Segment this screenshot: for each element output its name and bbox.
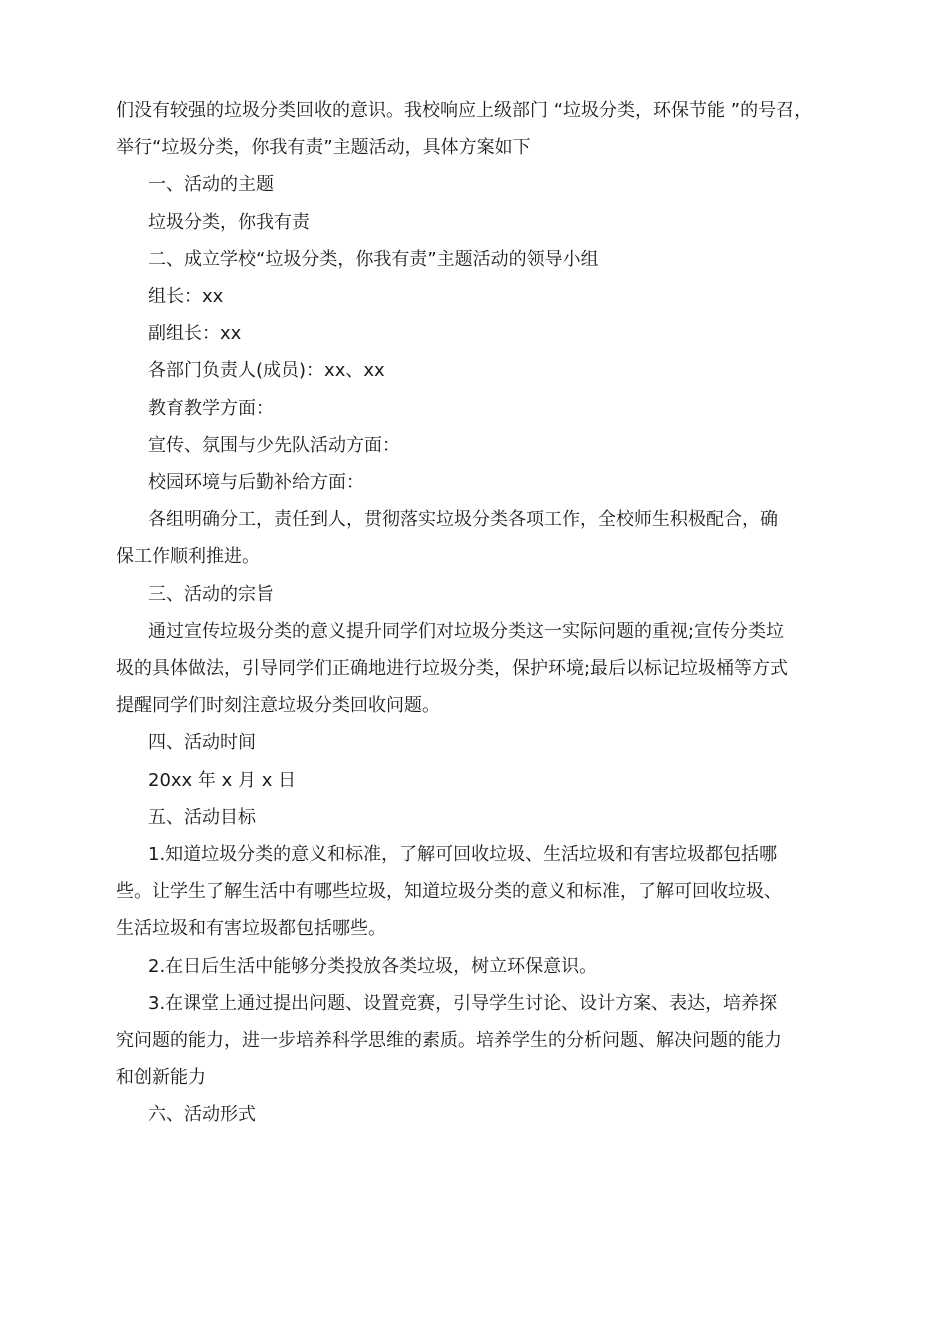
document-body	[116, 92, 856, 1134]
document-line: 四、活动时间	[148, 732, 256, 754]
document-line: 1.知道垃圾分类的意义和标准，了解可回收垃圾、生活垃圾和有害垃圾都包括哪	[148, 844, 778, 866]
document-line: 一、活动的主题	[148, 174, 274, 196]
document-line: 提醒同学们时刻注意垃圾分类回收问题。	[116, 695, 440, 717]
document-line: 组长：xx	[148, 286, 224, 308]
document-line: 教育教学方面：	[148, 397, 274, 419]
document-line: 圾的具体做法，引导同学们正确地进行垃圾分类，保护环境;最后以标记垃圾桶等方式	[116, 658, 789, 680]
document-line: 和创新能力	[116, 1067, 206, 1089]
document-line: 保工作顺利推进。	[116, 546, 260, 568]
document-line: 六、活动形式	[148, 1104, 256, 1126]
document-line: 副组长：xx	[148, 323, 242, 345]
document-line: 宣传、氛围与少先队活动方面：	[148, 434, 400, 456]
document-line: 五、活动目标	[148, 806, 256, 828]
document-line: 二、成立学校“垃圾分类，你我有责”主题活动的领导小组	[148, 248, 599, 270]
document-line: 些。让学生了解生活中有哪些垃圾，知道垃圾分类的意义和标准，了解可回收垃圾、	[116, 881, 782, 903]
document-line: 究问题的能力，进一步培养科学思维的素质。培养学生的分析问题、解决问题的能力	[116, 1030, 782, 1052]
document-line: 垃圾分类，你我有责	[148, 211, 310, 233]
document-line: 校园环境与后勤补给方面：	[148, 472, 364, 494]
document-line: 3.在课堂上通过提出问题、设置竞赛，引导学生讨论、设计方案、表达，培养探	[148, 992, 778, 1014]
document-line: 生活垃圾和有害垃圾都包括哪些。	[116, 918, 386, 940]
document-line: 们没有较强的垃圾分类回收的意识。我校响应上级部门 “垃圾分类，环保节能 ”的号召，	[116, 100, 813, 121]
document-line: 通过宣传垃圾分类的意义提升同学们对垃圾分类这一实际问题的重视;宣传分类垃	[148, 620, 785, 642]
document-line: 各部门负责人(成员)：xx、xx	[148, 360, 385, 382]
document-line: 20xx 年 x 月 x 日	[148, 769, 297, 791]
document-line: 各组明确分工，责任到人，贯彻落实垃圾分类各项工作，全校师生积极配合，确	[148, 509, 778, 531]
document-line: 2.在日后生活中能够分类投放各类垃圾，树立环保意识。	[148, 955, 598, 977]
document-line: 三、活动的宗旨	[148, 583, 274, 605]
document-line: 举行“垃圾分类，你我有责”主题活动，具体方案如下	[116, 137, 531, 159]
